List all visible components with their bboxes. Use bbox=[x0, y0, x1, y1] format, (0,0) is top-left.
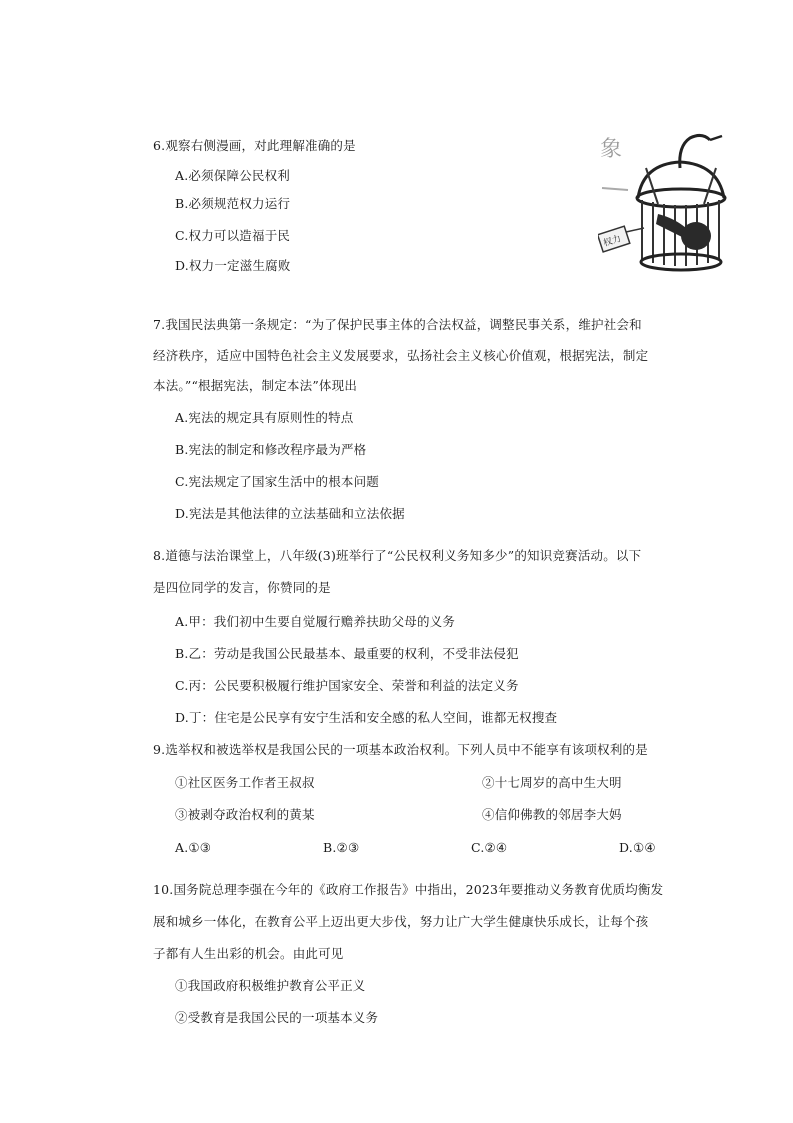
q10-stem-line-3: 子都有人生出彩的机会。由此可见 bbox=[153, 946, 344, 961]
q6-option-c: C.权力可以造福于民 bbox=[175, 228, 291, 243]
q9-option-a: A.①③ bbox=[175, 840, 212, 855]
q9-item-4: ④信仰佛教的邻居李大妈 bbox=[482, 807, 622, 822]
q9-item-2: ②十七周岁的高中生大明 bbox=[482, 775, 622, 790]
birdcage-cartoon bbox=[598, 128, 760, 274]
q7-option-d: D.宪法是其他法律的立法基础和立法依据 bbox=[175, 506, 405, 521]
q8-option-b: B.乙：劳动是我国公民最基本、最重要的权利，不受非法侵犯 bbox=[175, 646, 519, 661]
q8-option-a: A.甲：我们初中生要自觉履行赡养扶助父母的义务 bbox=[175, 614, 456, 629]
q9-item-3: ③被剥夺政治权利的黄某 bbox=[175, 807, 315, 822]
q9-stem: 9.选举权和被选举权是我国公民的一项基本政治权利。下列人员中不能享有该项权利的是 bbox=[153, 742, 648, 757]
q10-item-1: ①我国政府积极维护教育公平正义 bbox=[175, 978, 366, 993]
q6-stem: 6.观察右侧漫画，对此理解准确的是 bbox=[153, 138, 356, 153]
cartoon-lock-label: 权力 bbox=[602, 234, 623, 250]
q9-option-d: D.①④ bbox=[619, 840, 656, 855]
q7-stem-line-1: 7.我国民法典第一条规定：“为了保护民事主体的合法权益，调整民事关系，维护社会和 bbox=[153, 317, 642, 332]
q6-option-b: B.必须规范权力运行 bbox=[175, 196, 291, 211]
q10-item-2: ②受教育是我国公民的一项基本义务 bbox=[175, 1010, 379, 1025]
q7-option-c: C.宪法规定了国家生活中的根本问题 bbox=[175, 474, 379, 489]
q8-option-d: D.丁：住宅是公民享有安宁生活和安全感的私人空间，谁都无权搜查 bbox=[175, 710, 558, 725]
q8-stem-line-1: 8.道德与法治课堂上，八年级(3)班举行了“公民权利义务知多少”的知识竞赛活动。以下 bbox=[153, 548, 642, 563]
q9-option-c: C.②④ bbox=[471, 840, 508, 855]
q6-option-d: D.权力一定滋生腐败 bbox=[175, 258, 291, 273]
q7-option-b: B.宪法的制定和修改程序最为严格 bbox=[175, 442, 367, 457]
q9-item-1: ①社区医务工作者王叔叔 bbox=[175, 775, 315, 790]
q10-stem-line-2: 展和城乡一体化，在教育公平上迈出更大步伐，努力让广大学生健康快乐成长，让每个孩 bbox=[153, 914, 649, 929]
q8-stem-line-2: 是四位同学的发言，你赞同的是 bbox=[153, 580, 331, 595]
q7-stem-line-2: 经济秩序，适应中国特色社会主义发展要求，弘扬社会主义核心价值观，根据宪法，制定 bbox=[153, 348, 649, 363]
q10-stem-line-1: 10.国务院总理李强在今年的《政府工作报告》中指出，2023年要推动义务教育优质均衡发 bbox=[153, 882, 664, 897]
q7-option-a: A.宪法的规定具有原则性的特点 bbox=[175, 410, 354, 425]
q8-option-c: C.丙：公民要积极履行维护国家安全、荣誉和利益的法定义务 bbox=[175, 678, 519, 693]
q6-option-a: A.必须保障公民权利 bbox=[175, 168, 291, 183]
q9-option-b: B.②③ bbox=[323, 840, 360, 855]
cartoon-side-text: 象 bbox=[600, 137, 623, 162]
q7-stem-line-3: 本法。”“根据宪法，制定本法”体现出 bbox=[153, 378, 358, 393]
